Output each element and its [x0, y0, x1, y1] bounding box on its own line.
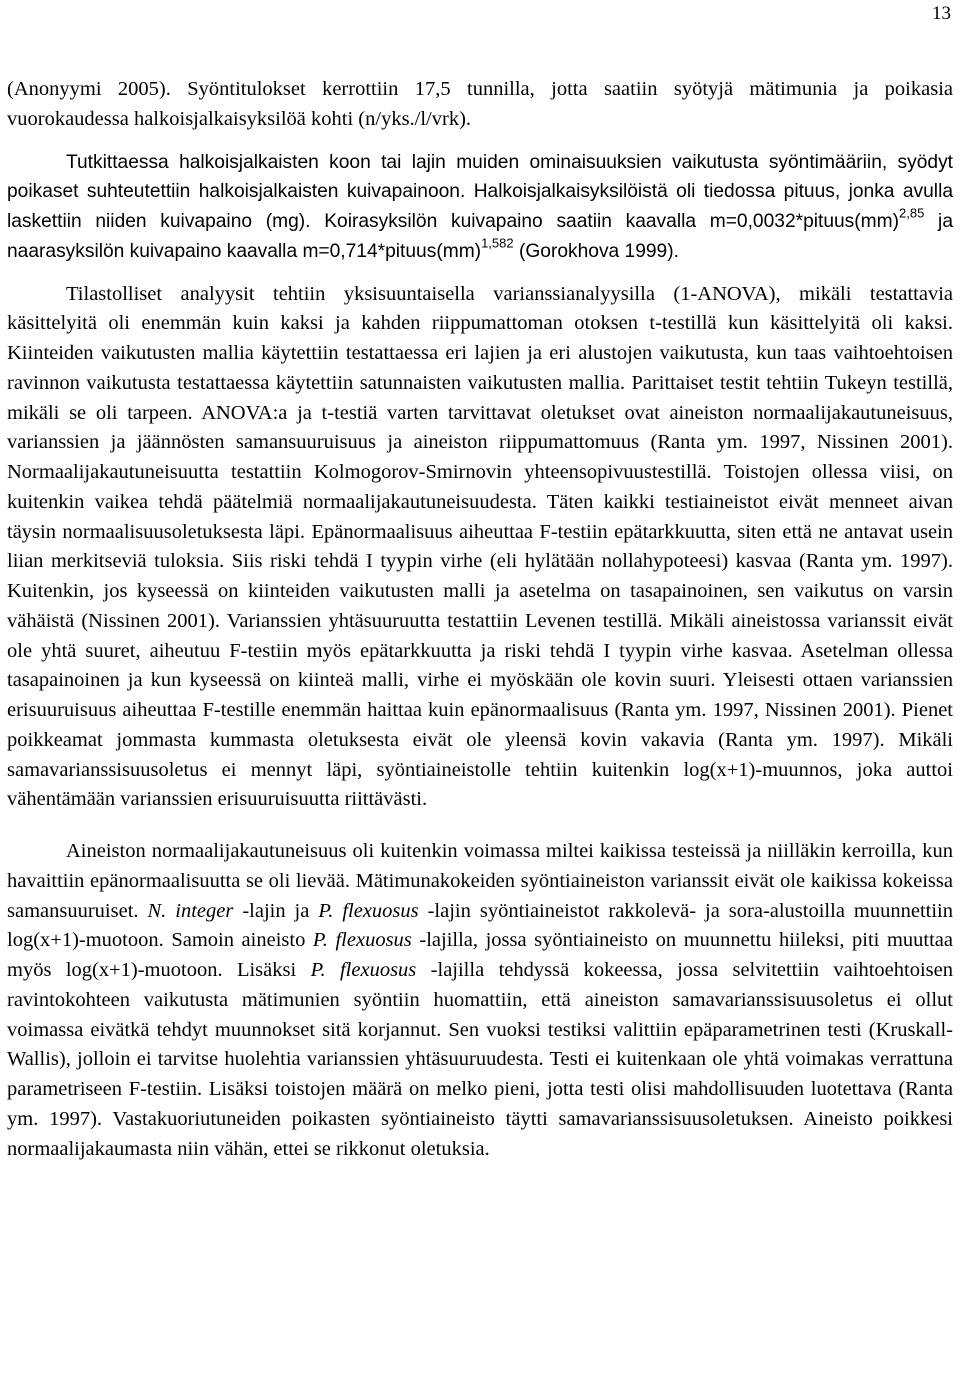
species-name: P. flexuosus: [312, 929, 412, 952]
paragraph-intro: (Anonyymi 2005). Syöntitulokset kerrottiin 17,5 tunnilla, jotta saatiin syötyjä mätimunia ja poikasia vuorokaudessa halkoisjalkaisyksilöä kohti (n/yks./l/vrk).: [7, 78, 953, 130]
normality-text-b: -lajin ja: [233, 899, 319, 922]
species-name: P. flexuosus: [318, 899, 419, 922]
species-name: P. flexuosus: [310, 959, 417, 981]
paragraph-normality: [7, 837, 953, 1164]
paragraph-spacer: [7, 267, 953, 280]
paragraph-spacer: [7, 135, 953, 148]
normality-text-c: -lajin syöntiaineistot rakkolevä- ja sora-alustoilla muunnettiin log(x+1)-muotoon. Samoin aineisto: [7, 899, 953, 952]
species-name: N. integer: [147, 899, 234, 922]
male-exponent: 2,85: [899, 205, 925, 221]
dry-weight-text-a: Tutkittaessa halkoisjalkaisten koon tai lajin muiden ominaisuuksien vaikutusta syöntimääriin, syödyt poikaset suhteutettiin halkoisjalkaisten kuivapainoon. Halkoisjalkaisyksilöistä oli tiedossa pituus, jonka avulla laskettiin niiden kuivapaino (mg). Koirasyksilön kuivapaino saatiin kaavalla m=0,0032*pituus(mm): [7, 151, 953, 232]
normality-text-e: -lajilla tehdyssä kokeessa, jossa selvitettiin vaihtoehtoisen ravintokohteen vaikutusta mätimunien syöntiin huomattiin, että aineiston samavarianssisuusoletus ei ollut voimassa eivätkä tehdyt muunnokset sitä korjannut. Sen vuoksi testiksi valittiin epäparametrinen testi (Kruskall-Wallis), jolloin ei tarvitse huolehtia varianssien yhtäsuuruudesta. Testi ei kuitenkaan ole yhtä voimakas verrattuna parametriseen F-testiin. Lisäksi toistojen määrä on melko pieni, jotta testi olisi mahdollisuuden luotettava (Ranta ym. 1997). Vastakuoriutuneiden poikasten syöntiaineisto täytti samavarianssisuusoletuksen. Aineisto poikkesi normaalijakaumasta niin vähän, ettei se rikkonut oletuksia.: [7, 959, 953, 1160]
female-exponent: 1,582: [481, 235, 514, 250]
paragraph-dry-weight: [7, 148, 953, 267]
document-body: [7, 75, 953, 1164]
normality-text-a: Aineiston normaalijakautuneisuus oli kuitenkin voimassa miltei kaikissa testeissä ja niilläkin kerroilla, kun havaittiin epänormaalisuutta se oli lievää. Mätimunakokeiden syöntiaineiston varianssit eivät ole kaikissa kokeissa samansuuruiset.: [7, 840, 953, 922]
paragraph-spacer: [7, 815, 953, 837]
paragraph-statistics: Tilastolliset analyysit tehtiin yksisuuntaisella varianssianalyysilla (1-ANOVA), mikäli testattavia käsittelyitä oli enemmän kuin kaksi ja kahden riippumattoman otoksen t-testillä kun käsittelyitä oli kaksi. Kiinteiden vaikutusten mallia käytettiin testattaessa eri lajien ja eri alustojen vaikutusta, kun taas vaihtoehtoisen ravinnon vaikutusta testattaessa käytettiin satunnaisten vaikutusten mallia. Parittaiset testit tehtiin Tukeyn testillä, mikäli se oli tarpeen. ANOVA:a ja t-testiä varten tarvittavat oletukset ovat aineiston normaalijakautuneisuus, varianssien ja jäännösten samansuuruisuus ja aineiston riippumattomuus (Ranta ym. 1997, Nissinen 2001). Normaalijakautuneisuutta testattiin Kolmogorov-Smirnovin yhteensopivuustestillä. Toistojen ollessa viisi, on kuitenkin vaikea tehdä päätelmiä normaalijakautuneisuudesta. Täten kaikki testiaineistot eivät menneet aivan täysin normaalisuusoletuksesta läpi. Epänormaalisuus aiheuttaa F-testiin epätarkkuutta, siten että ne antavat usein liian merkitseviä tuloksia. Siis riski tehdä I tyypin virhe (eli hylätään nollahypoteesi) kasvaa (Ranta ym. 1997). Kuitenkin, jos kyseessä on kiinteiden vaikutusten malli ja asetelma on tasapainoinen, sen vaikutus on varsin vähäistä (Nissinen 2001). Varianssien yhtäsuuruutta testattiin Levenen testillä. Mikäli aineistossa varianssit eivät ole yhtä suuret, aiheutuu F-testiin myös epätarkkuutta ja riski tehdä I tyypin virhe kasvaa. Asetelman ollessa tasapainoinen ja kun kyseessä on kiinteä malli, virhe ei myöskään ole kovin suuri. Yleisesti ottaen varianssien erisuuruisuus aiheuttaa F-testille enemmän haittaa kuin epänormaalisuus (Ranta ym. 1997, Nissinen 2001). Pienet poikkeamat jommasta kummasta oletuksesta eivät ole yleensä kovin vakavia (Ranta ym. 1997). Mikäli samavarianssisuusoletus ei mennyt läpi, syöntiaineistolle tehtiin kuitenkin log(x+1)-muunnos, joka auttoi vähentämään varianssien erisuuruisuutta riittävästi.: [7, 282, 953, 811]
dry-weight-text-c: (Gorokhova 1999).: [513, 240, 679, 262]
normality-text-d: -lajilla, jossa syöntiaineisto on muunnettu hiileksi, piti muuttaa myös log(x+1)-muotoon. Lisäksi: [7, 929, 953, 981]
page-number: 13: [932, 3, 951, 24]
dry-weight-text-b: ja naarasyksilön kuivapaino kaavalla m=0,714*pituus(mm): [7, 211, 953, 262]
